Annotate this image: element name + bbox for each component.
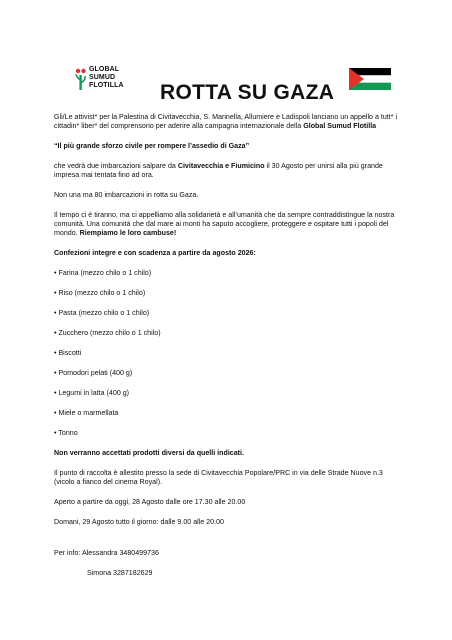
intro-bold: Global Sumud Flotilla xyxy=(303,122,377,130)
opening-hours-tomorrow: Domani, 29 Agosto tutto il giorno: dalle 9.00 alle 20.00 xyxy=(54,518,224,526)
list-item: • Zucchero (mezzo chilo o 1 chilo) xyxy=(54,329,161,337)
boats-paragraph: Non una ma 80 imbarcazioni in rotta su Gaza. xyxy=(54,191,199,199)
warning: Non verranno accettati prodotti diversi da quelli indicati. xyxy=(54,449,244,457)
list-item: • Legumi in latta (400 g) xyxy=(54,389,130,397)
logo-line: SUMUD xyxy=(89,74,116,82)
logo-line: FLOTILLA xyxy=(89,82,124,90)
collection-point: Il punto di raccolta è allestito presso la sede di Civitavecchia Popolare/PRC in via delle Strade Nuove n.3 (vicolo a fianco del cinema Royal). xyxy=(54,469,383,486)
list-item: • Pomodori pelati (400 g) xyxy=(54,369,133,377)
departure-post: il 30 Agosto per unirsi alla più grande impresa mai tentata fino ad ora. xyxy=(54,162,383,179)
palestinian-flag-icon xyxy=(349,68,391,90)
contact-simona: Simona 3287182629 xyxy=(87,569,153,577)
flyer-body xyxy=(54,113,400,578)
list-item: • Tonno xyxy=(54,429,78,437)
appeal-text: Il tempo ci è tiranno, ma ci appelliamo alla solidarietà e all’umanità che da sempre contraddistingue la nostra comunità. Una comunità che dal mare ai monti ha saputo accogliere, proteggere e ospitare tutti i popoli del mondo. xyxy=(54,211,395,237)
list-item: • Riso (mezzo chilo o 1 chilo) xyxy=(54,289,146,297)
opening-hours-today: Aperto a partire da oggi, 28 Agosto dalle ore 17.30 alle 20.00 xyxy=(54,498,246,506)
list-item: • Farina (mezzo chilo o 1 chilo) xyxy=(54,269,152,277)
departure-pre: che vedrà due imbarcazioni salpare da xyxy=(54,162,178,170)
intro-text: Gli/Le attivist* per la Palestina di Civitavecchia, S. Marinella, Allumiere e Ladispoli lanciano un appello a tutt* i cittadin* liber* del comprensorio per aderire alla campagna internazionale della xyxy=(54,113,398,130)
list-item: • Biscotti xyxy=(54,349,82,357)
contact-alessandra: Per info: Alessandra 3480499736 xyxy=(54,549,159,557)
departure-paragraph xyxy=(54,162,400,180)
list-heading: Confezioni integre e con scadenza a partire da agosto 2026: xyxy=(54,249,256,257)
logo-wordmark xyxy=(89,66,124,91)
list-item: • Pasta (mezzo chilo o 1 chilo) xyxy=(54,309,150,317)
departure-places: Civitavecchia e Fiumicino xyxy=(177,162,265,170)
page-title: ROTTA SU GAZA xyxy=(160,81,335,104)
intro-paragraph xyxy=(54,113,400,131)
logo-line: GLOBAL xyxy=(89,66,120,73)
appeal-bold: Riempiamo le loro cambuse! xyxy=(79,229,177,237)
list-item: • Miele o marmellata xyxy=(54,409,119,417)
global-sumud-flotilla-logo xyxy=(75,66,141,96)
quote: “Il più grande sforzo civile per rompere l’assedio di Gaza” xyxy=(54,142,250,150)
appeal-paragraph xyxy=(54,211,400,238)
flotilla-logo-icon xyxy=(75,68,87,92)
